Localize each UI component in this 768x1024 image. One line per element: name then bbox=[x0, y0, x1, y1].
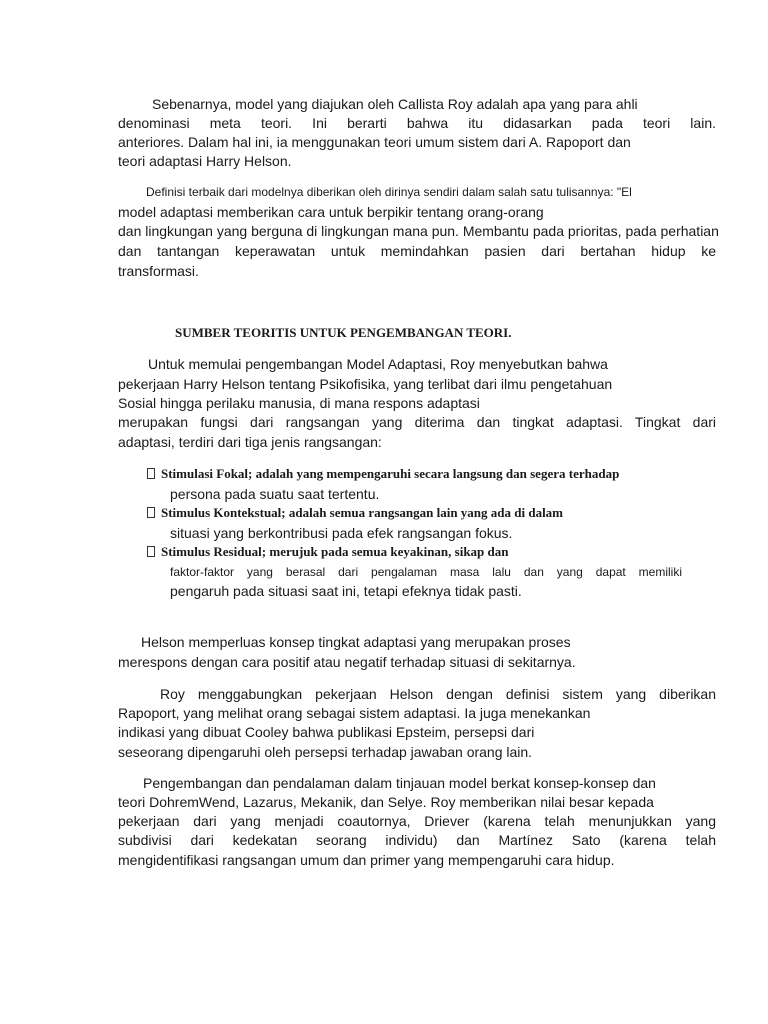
bullet-2-text: Stimulus Kontekstual; adalah semua rangsangan lain yang ada di dalam bbox=[161, 505, 564, 520]
paragraph-6-line-5: mengidentifikasi rangsangan umum dan primer yang mempengaruhi cara hidup. bbox=[118, 852, 615, 868]
paragraph-4-line-2: merespons dengan cara positif atau negatif terhadap situasi di sekitarnya. bbox=[118, 654, 576, 670]
paragraph-3-line-2: pekerjaan Harry Helson tentang Psikofisika, yang terlibat dari ilmu pengetahuan bbox=[118, 376, 613, 392]
paragraph-1-line-2: denominasi meta teori. Ini berarti bahwa itu didasarkan pada teori lain. bbox=[118, 115, 716, 131]
bullet-1-title bbox=[147, 465, 619, 483]
paragraph-6-line-4: subdivisi dari kedekatan seorang individu) dan Martínez Sato (karena telah bbox=[118, 832, 716, 848]
bullet-3-line-1: faktor-faktor yang berasal dari pengalaman masa lalu dan yang dapat memiliki bbox=[170, 565, 682, 579]
paragraph-3-line-1: Untuk memulai pengembangan Model Adaptasi, Roy menyebutkan bahwa bbox=[148, 356, 608, 372]
paragraph-5-line-3: indikasi yang dibuat Cooley bahwa publikasi Epsteim, persepsi dari bbox=[118, 724, 535, 740]
bullet-1-text: Stimulasi Fokal; adalah yang mempengaruhi secara langsung dan segera terhadap bbox=[161, 466, 620, 481]
paragraph-6-line-2: teori DohremWend, Lazarus, Mekanik, dan Selye. Roy memberikan nilai besar kepada bbox=[118, 794, 654, 810]
paragraph-2-line-2: model adaptasi memberikan cara untuk berpikir tentang orang-orang bbox=[118, 204, 544, 220]
bullet-3-title bbox=[147, 543, 509, 561]
checkbox-bullet-icon bbox=[147, 468, 155, 479]
paragraph-2-line-1: Definisi terbaik dari modelnya diberikan oleh dirinya sendiri dalam salah satu tulisannya: "El bbox=[146, 185, 632, 199]
paragraph-1-line-4: teori adaptasi Harry Helson. bbox=[118, 153, 292, 169]
section-heading: SUMBER TEORITIS UNTUK PENGEMBANGAN TEORI. bbox=[175, 325, 512, 340]
paragraph-1-line-3: anteriores. Dalam hal ini, ia menggunakan teori umum sistem dari A. Rapoport dan bbox=[118, 134, 631, 150]
checkbox-bullet-icon bbox=[147, 546, 155, 557]
bullet-2-title bbox=[147, 504, 563, 522]
paragraph-2-line-4: dan tantangan keperawatan untuk memindahkan pasien dari bertahan hidup ke bbox=[118, 243, 716, 259]
paragraph-3-line-5: adaptasi, terdiri dari tiga jenis rangsangan: bbox=[118, 434, 382, 450]
paragraph-3-line-3: Sosial hingga perilaku manusia, di mana respons adaptasi bbox=[118, 395, 480, 411]
paragraph-6-line-3: pekerjaan dari yang menjadi coautornya, Driever (karena telah menunjukkan yang bbox=[118, 813, 716, 829]
checkbox-bullet-icon bbox=[147, 507, 155, 518]
paragraph-5-line-4: seseorang dipengaruhi oleh persepsi terhadap jawaban orang lain. bbox=[118, 744, 533, 760]
bullet-1-line-1: persona pada suatu saat tertentu. bbox=[170, 486, 380, 502]
paragraph-5-line-2: Rapoport, yang melihat orang sebagai sistem adaptasi. Ia juga menekankan bbox=[118, 705, 591, 721]
bullet-2-line-1: situasi yang berkontribusi pada efek rangsangan fokus. bbox=[170, 525, 513, 541]
paragraph-2-line-3: dan lingkungan yang berguna di lingkungan mana pun. Membantu pada prioritas, pada perhatian bbox=[118, 223, 719, 239]
bullet-3-text: Stimulus Residual; merujuk pada semua keyakinan, sikap dan bbox=[161, 544, 509, 559]
paragraph-6-line-1: Pengembangan dan pendalaman dalam tinjauan model berkat konsep-konsep dan bbox=[143, 775, 656, 791]
paragraph-3-line-4: merupakan fungsi dari rangsangan yang diterima dan tingkat adaptasi. Tingkat dari bbox=[118, 414, 716, 430]
paragraph-5-line-1: Roy menggabungkan pekerjaan Helson dengan definisi sistem yang diberikan bbox=[160, 686, 716, 702]
bullet-3-line-2: pengaruh pada situasi saat ini, tetapi efeknya tidak pasti. bbox=[170, 583, 522, 599]
paragraph-4-line-1: Helson memperluas konsep tingkat adaptasi yang merupakan proses bbox=[141, 634, 571, 650]
paragraph-2-line-5: transformasi. bbox=[118, 263, 199, 279]
paragraph-1-line-1: Sebenarnya, model yang diajukan oleh Callista Roy adalah apa yang para ahli bbox=[152, 96, 638, 112]
